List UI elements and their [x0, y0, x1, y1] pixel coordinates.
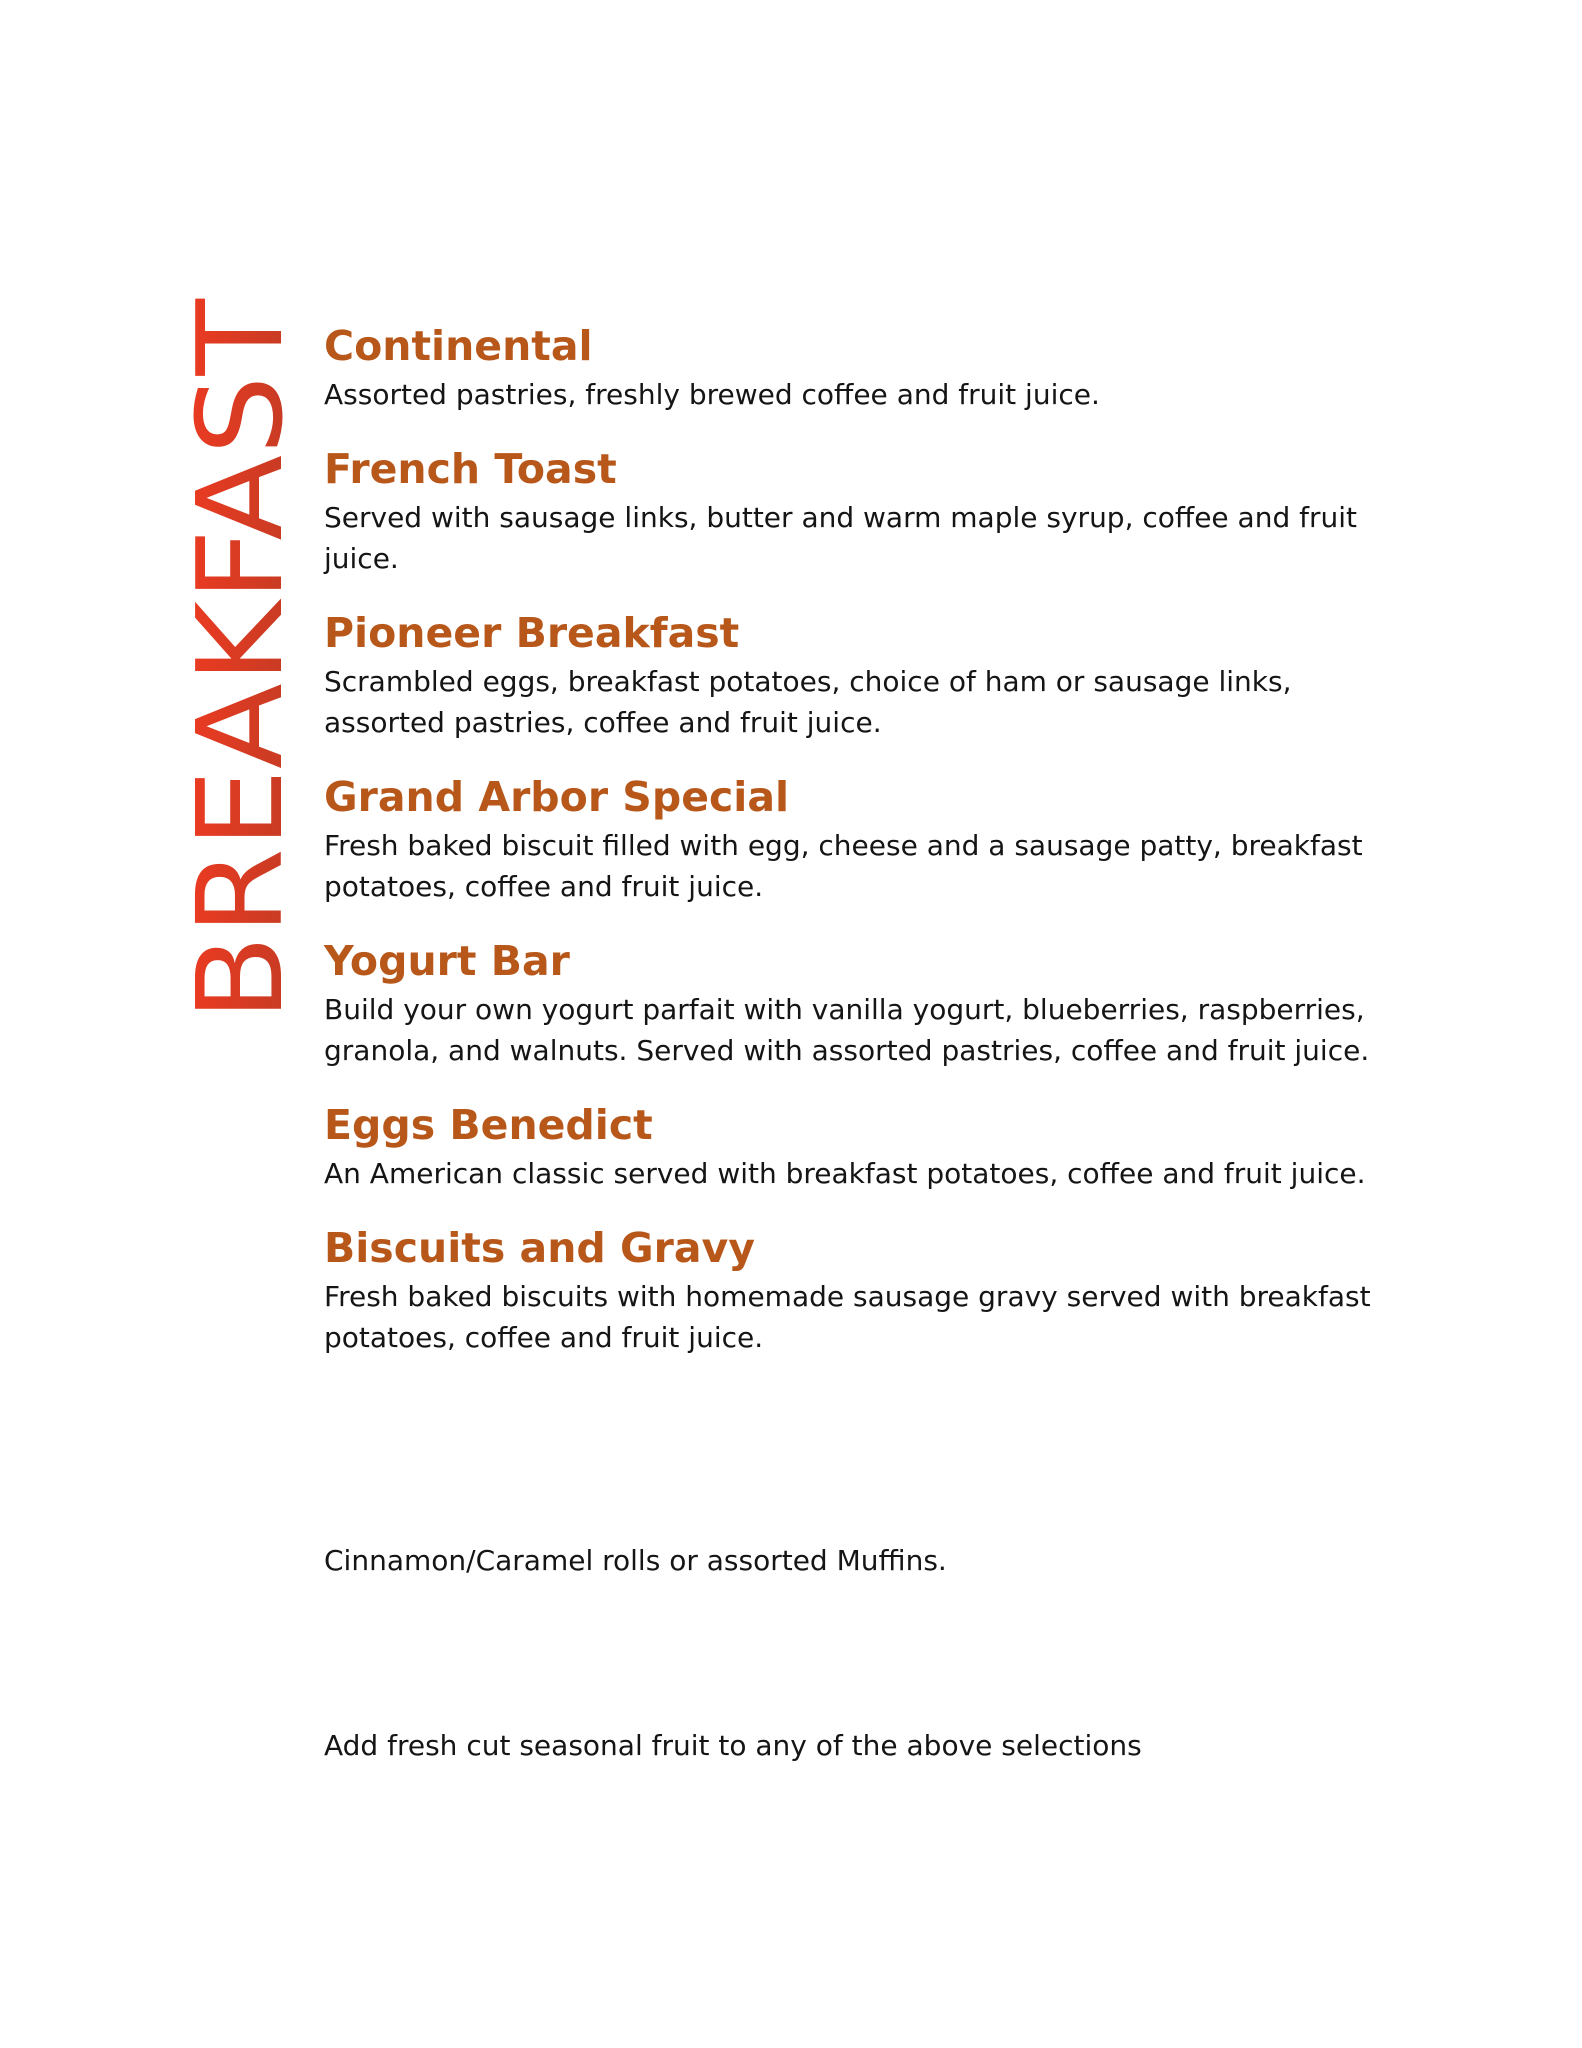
- menu-item-title: Yogurt Bar: [324, 937, 570, 985]
- menu-item-description: Fresh baked biscuit filled with egg, cheese and a sausage patty, breakfast potatoes, coffee and fruit juice.: [324, 829, 1363, 903]
- menu-item-title: Continental: [324, 322, 593, 370]
- menu-item-description: Served with sausage links, butter and warm maple syrup, coffee and fruit juice.: [324, 501, 1358, 575]
- breakfast-title-text: BREAKFAST: [171, 340, 309, 1021]
- breakfast-vertical-title: [171, 298, 309, 1023]
- menu-item-biscuits-and-gravy: [324, 1220, 1404, 1358]
- menu-item-description: Build your own yogurt parfait with vanilla yogurt, blueberries, raspberries, granola, and walnuts. Served with assorted pastries, coffee and fruit juice.: [324, 993, 1370, 1067]
- menu-item-yogurt-bar: [324, 933, 1404, 1071]
- menu-item-title: French Toast: [324, 445, 617, 493]
- menu-item-description: Fresh baked biscuits with homemade sausage gravy served with breakfast potatoes, coffee and fruit juice.: [324, 1280, 1371, 1354]
- menu-item-description: Scrambled eggs, breakfast potatoes, choice of ham or sausage links, assorted pastries, coffee and fruit juice.: [324, 665, 1292, 739]
- menu-item-title: Grand Arbor Special: [324, 773, 790, 821]
- menu-item-eggs-benedict: [324, 1097, 1404, 1194]
- menu-item-french-toast: [324, 441, 1404, 579]
- menu-item-title: Eggs Benedict: [324, 1101, 653, 1149]
- menu-item-description: An American classic served with breakfast potatoes, coffee and fruit juice.: [324, 1157, 1366, 1190]
- breakfast-menu-list: [324, 318, 1404, 1358]
- menu-item-continental: [324, 318, 1404, 415]
- menu-item-pioneer-breakfast: [324, 605, 1404, 743]
- menu-item-title: Biscuits and Gravy: [324, 1224, 756, 1272]
- menu-item-grand-arbor-special: [324, 769, 1404, 907]
- menu-item-description: Assorted pastries, freshly brewed coffee and fruit juice.: [324, 378, 1100, 411]
- menu-item-title: Pioneer Breakfast: [324, 609, 740, 657]
- rolls-muffins-note: Cinnamon/Caramel rolls or assorted Muffins.: [324, 1544, 947, 1577]
- breakfast-title-graphic: [171, 298, 309, 1023]
- seasonal-fruit-note: Add fresh cut seasonal fruit to any of the above selections: [324, 1729, 1142, 1762]
